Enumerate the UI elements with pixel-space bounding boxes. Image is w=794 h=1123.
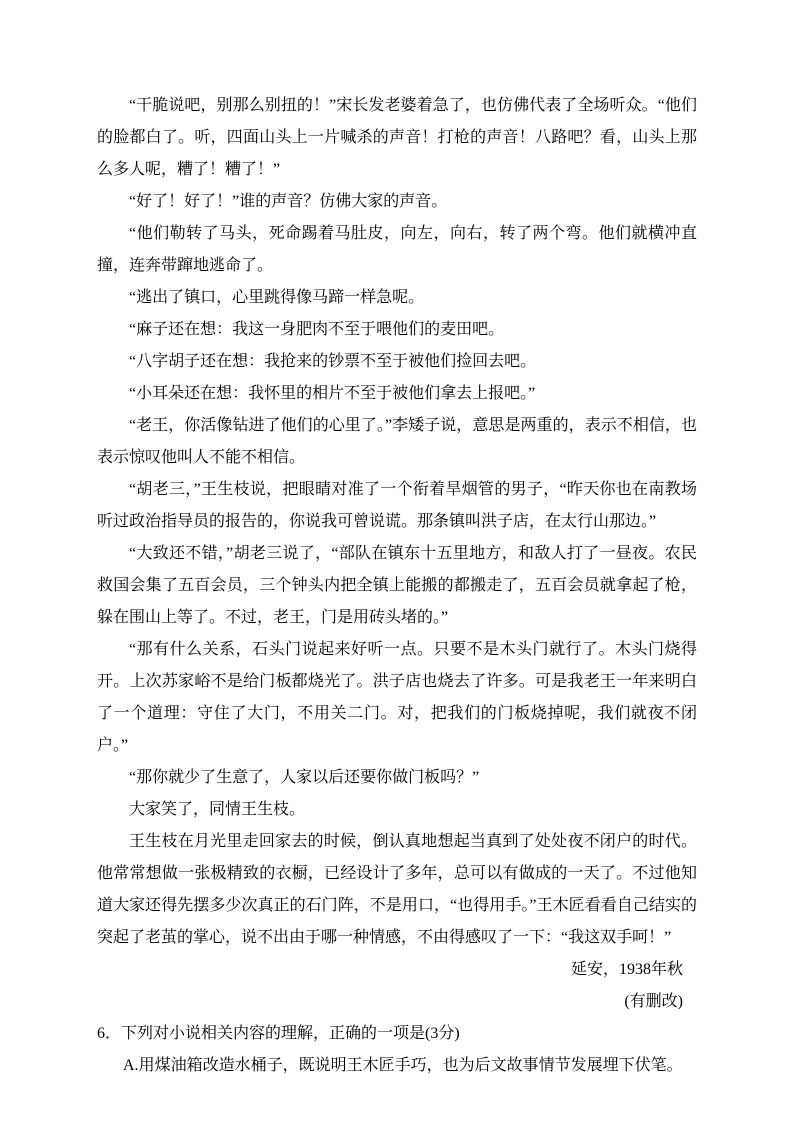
story-paragraph: “干脆说吧，别那么别扭的！”宋长发老婆着急了，也仿佛代表了全场听众。“他们的脸都白了。听，四面山头上一片喊杀的声音！打枪的声音！八路吧？看，山头上那么多人呢，糟了！糟了！” — [97, 97, 697, 178]
story-paragraph: “老王，你活像钻进了他们的心里了。”李矮子说，意思是两重的，表示不相信，也表示惊叹他叫人不能不相信。 — [97, 417, 697, 466]
story-signature — [97, 954, 697, 1018]
story-paragraph: 大家笑了，同情王生枝。 — [129, 801, 306, 818]
question-stem — [97, 1018, 697, 1050]
story-paragraph: “小耳朵还在想：我怀里的相片不至于被他们拿去上报吧。” — [129, 385, 536, 402]
story-paragraph: “逃出了镇口，心里跳得像马蹄一样急呢。 — [129, 289, 425, 306]
story-paragraph: “胡老三，”王生枝说，把眼睛对准了一个衔着旱烟管的男子，“昨天你也在南教场听过政治指导员的报告的，你说我可曾说谎。那条镇叫洪子店，在太行山那边。” — [97, 481, 697, 530]
option-label: A. — [123, 1057, 139, 1074]
story-paragraph: 王生枝在月光里走回家去的时候，倒认真地想起当真到了处处夜不闭户的时代。他常常想做一张极精致的衣橱，已经设计了多年，总可以有做成的一天了。不过他知道大家还得先摆多少次真正的石门阵，不是用口，“也得用手。”王木匠看看自己结实的突起了老茧的掌心，说不出由于哪一种情感，不由得感叹了一下：“我这双手呵！” — [97, 833, 697, 946]
question-stem-text: 下列对小说相关内容的理解，正确的一项是(3分) — [121, 1025, 460, 1042]
signature-edit-note: (有删改) — [624, 993, 683, 1010]
option-text: 用煤油箱改造水桶子，既说明王木匠手巧，也为后文故事情节发展埋下伏笔。 — [138, 1057, 683, 1074]
story-paragraph: “他们勒转了马头，死命踢着马肚皮，向左，向右，转了两个弯。他们就横冲直撞，连奔带蹿地逃命了。 — [97, 225, 697, 274]
question-option-a — [97, 1050, 697, 1082]
story-paragraph: “八字胡子还在想：我抢来的钞票不至于被他们捡回去吧。 — [129, 353, 537, 370]
question-6 — [97, 1018, 697, 1082]
story-paragraph: “好了！好了！”谁的声音？仿佛大家的声音。 — [129, 193, 448, 210]
story-paragraph: “那你就少了生意了，人家以后还要你做门板吗？” — [129, 769, 480, 786]
story-paragraph: “大致还不错，”胡老三说了，“部队在镇东十五里地方，和敌人打了一昼夜。农民救国会集了五百会员，三个钟头内把全镇上能搬的都搬走了，五百会员就拿起了枪，躲在围山上等了。不过，老王，门是用砖头堵的。” — [97, 545, 697, 626]
signature-place-date: 延安，1938年秋 — [570, 961, 683, 978]
story-paragraph: “麻子还在想：我这一身肥肉不至于喂他们的麦田吧。 — [129, 321, 505, 338]
story-paragraph: “那有什么关系，石头门说起来好听一点。只要不是木头门就行了。木头门烧得开。上次苏家峪不是给门板都烧光了。洪子店也烧去了许多。可是我老王一年来明白了一个道理：守住了大门，不用关二门。对，把我们的门板烧掉呢，我们就夜不闭户。” — [97, 641, 697, 754]
story-body — [97, 90, 697, 954]
question-number: 6． — [97, 1025, 122, 1042]
